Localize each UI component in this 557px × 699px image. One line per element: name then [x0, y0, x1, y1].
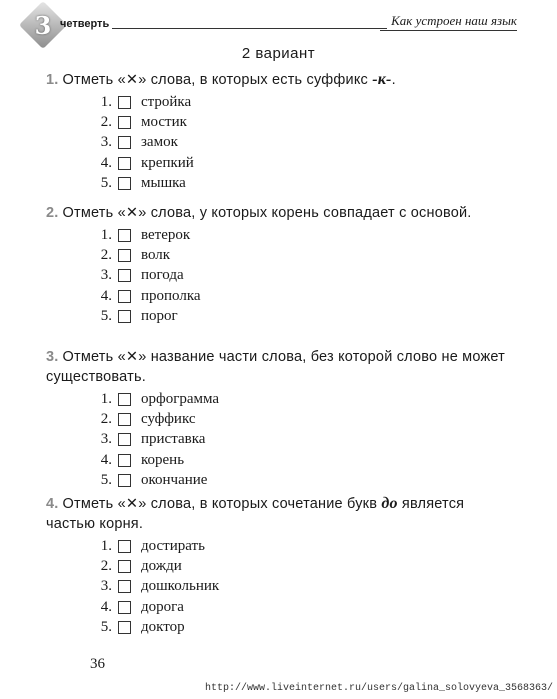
option-number: 2. — [100, 113, 112, 130]
option-1 — [92, 225, 506, 245]
answer-checkbox[interactable] — [118, 454, 131, 467]
option-word: крепкий — [141, 154, 194, 171]
answer-checkbox[interactable] — [118, 96, 131, 109]
option-word: доктор — [141, 618, 185, 635]
option-word: суффикс — [141, 410, 196, 427]
task-emphasis: -к- — [372, 71, 392, 88]
option-2 — [92, 245, 506, 265]
option-word: стройка — [141, 93, 192, 110]
option-number: 3. — [100, 578, 112, 595]
option-word: орфограмма — [141, 390, 220, 407]
option-number: 1. — [100, 226, 112, 243]
section-title: Как устроен наш язык — [391, 13, 517, 28]
answer-checkbox[interactable] — [118, 136, 131, 149]
option-word: дожди — [141, 557, 182, 574]
answer-checkbox[interactable] — [118, 116, 131, 129]
option-3 — [92, 266, 506, 286]
option-5 — [92, 306, 506, 326]
option-3 — [92, 577, 506, 597]
answer-checkbox[interactable] — [118, 621, 131, 634]
option-number: 5. — [100, 307, 112, 324]
option-2 — [92, 556, 506, 576]
option-1 — [92, 92, 506, 112]
option-word: прополка — [141, 287, 201, 304]
option-1 — [92, 389, 506, 409]
task-question — [46, 494, 506, 534]
answer-checkbox[interactable] — [118, 433, 131, 446]
answer-checkbox[interactable] — [118, 540, 131, 553]
option-word: волк — [141, 246, 171, 263]
option-number: 4. — [100, 598, 112, 615]
option-number: 2. — [100, 246, 112, 263]
source-url: http://www.liveinternet.ru/users/galina_solovyeva_3568363/ — [204, 683, 553, 694]
option-word: мышка — [141, 174, 186, 191]
task-number: 4. — [46, 496, 59, 512]
task-4 — [46, 494, 506, 637]
task-2 — [46, 203, 506, 326]
option-word: мостик — [141, 113, 187, 130]
option-word: ветерок — [141, 226, 191, 243]
section-title-underline — [380, 30, 517, 31]
task-3 — [46, 347, 506, 490]
task-number: 2. — [46, 205, 59, 221]
quarter-badge-number: 3 — [34, 10, 52, 40]
answer-checkbox[interactable] — [118, 393, 131, 406]
option-number: 4. — [100, 154, 112, 171]
option-word: приставка — [141, 431, 206, 448]
option-word: замок — [141, 134, 178, 151]
task-text: Отметь «✕» слова, в которых есть суффикс — [62, 72, 373, 88]
answer-checkbox[interactable] — [118, 269, 131, 282]
option-word: окончание — [141, 471, 208, 488]
option-5 — [92, 470, 506, 490]
answer-checkbox[interactable] — [118, 229, 131, 242]
option-number: 5. — [100, 618, 112, 635]
answer-checkbox[interactable] — [118, 290, 131, 303]
option-4 — [92, 450, 506, 470]
answer-checkbox[interactable] — [118, 249, 131, 262]
option-word: дорога — [141, 598, 184, 615]
option-4 — [92, 597, 506, 617]
page-header — [20, 4, 517, 44]
option-2 — [92, 409, 506, 429]
answer-checkbox[interactable] — [118, 310, 131, 323]
task-tail: . — [391, 72, 396, 88]
option-word: достирать — [141, 537, 205, 554]
page-number: 36 — [90, 656, 105, 672]
header-rule — [112, 28, 387, 29]
option-3 — [92, 133, 506, 153]
option-number: 3. — [100, 431, 112, 448]
answer-checkbox[interactable] — [118, 474, 131, 487]
option-number: 2. — [100, 557, 112, 574]
answer-checkbox[interactable] — [118, 580, 131, 593]
option-number: 3. — [100, 134, 112, 151]
option-3 — [92, 430, 506, 450]
task-emphasis: до — [381, 495, 398, 512]
task-question — [46, 347, 506, 387]
answer-checkbox[interactable] — [118, 601, 131, 614]
option-1 — [92, 536, 506, 556]
answer-checkbox[interactable] — [118, 157, 131, 170]
option-number: 2. — [100, 410, 112, 427]
option-number: 1. — [100, 537, 112, 554]
option-4 — [92, 286, 506, 306]
option-number: 1. — [100, 390, 112, 407]
option-number: 5. — [100, 174, 112, 191]
task-question — [46, 203, 506, 223]
variant-title: 2 вариант — [241, 45, 316, 62]
task-number: 3. — [46, 349, 59, 365]
task-1 — [46, 70, 506, 193]
task-text: Отметь «✕» слова, у которых корень совпадает с основой. — [62, 205, 472, 221]
option-word: корень — [141, 451, 185, 468]
task-text: Отметь «✕» слова, в которых сочетание букв — [62, 496, 382, 512]
task-text: Отметь «✕» название части слова, без которой слово не может существовать. — [46, 349, 505, 385]
task-tail: является частью корня. — [46, 496, 465, 532]
task-question — [46, 70, 506, 90]
option-number: 1. — [100, 93, 112, 110]
option-4 — [92, 153, 506, 173]
answer-checkbox[interactable] — [118, 560, 131, 573]
option-2 — [92, 112, 506, 132]
answer-checkbox[interactable] — [118, 177, 131, 190]
option-5 — [92, 617, 506, 637]
option-word: дошкольник — [141, 578, 220, 595]
answer-checkbox[interactable] — [118, 413, 131, 426]
option-number: 4. — [100, 451, 112, 468]
option-5 — [92, 173, 506, 193]
option-number: 5. — [100, 471, 112, 488]
option-number: 3. — [100, 267, 112, 284]
quarter-label: четверть — [60, 18, 110, 30]
task-number: 1. — [46, 72, 59, 88]
option-number: 4. — [100, 287, 112, 304]
option-word: порог — [141, 307, 178, 324]
option-word: погода — [141, 267, 184, 284]
